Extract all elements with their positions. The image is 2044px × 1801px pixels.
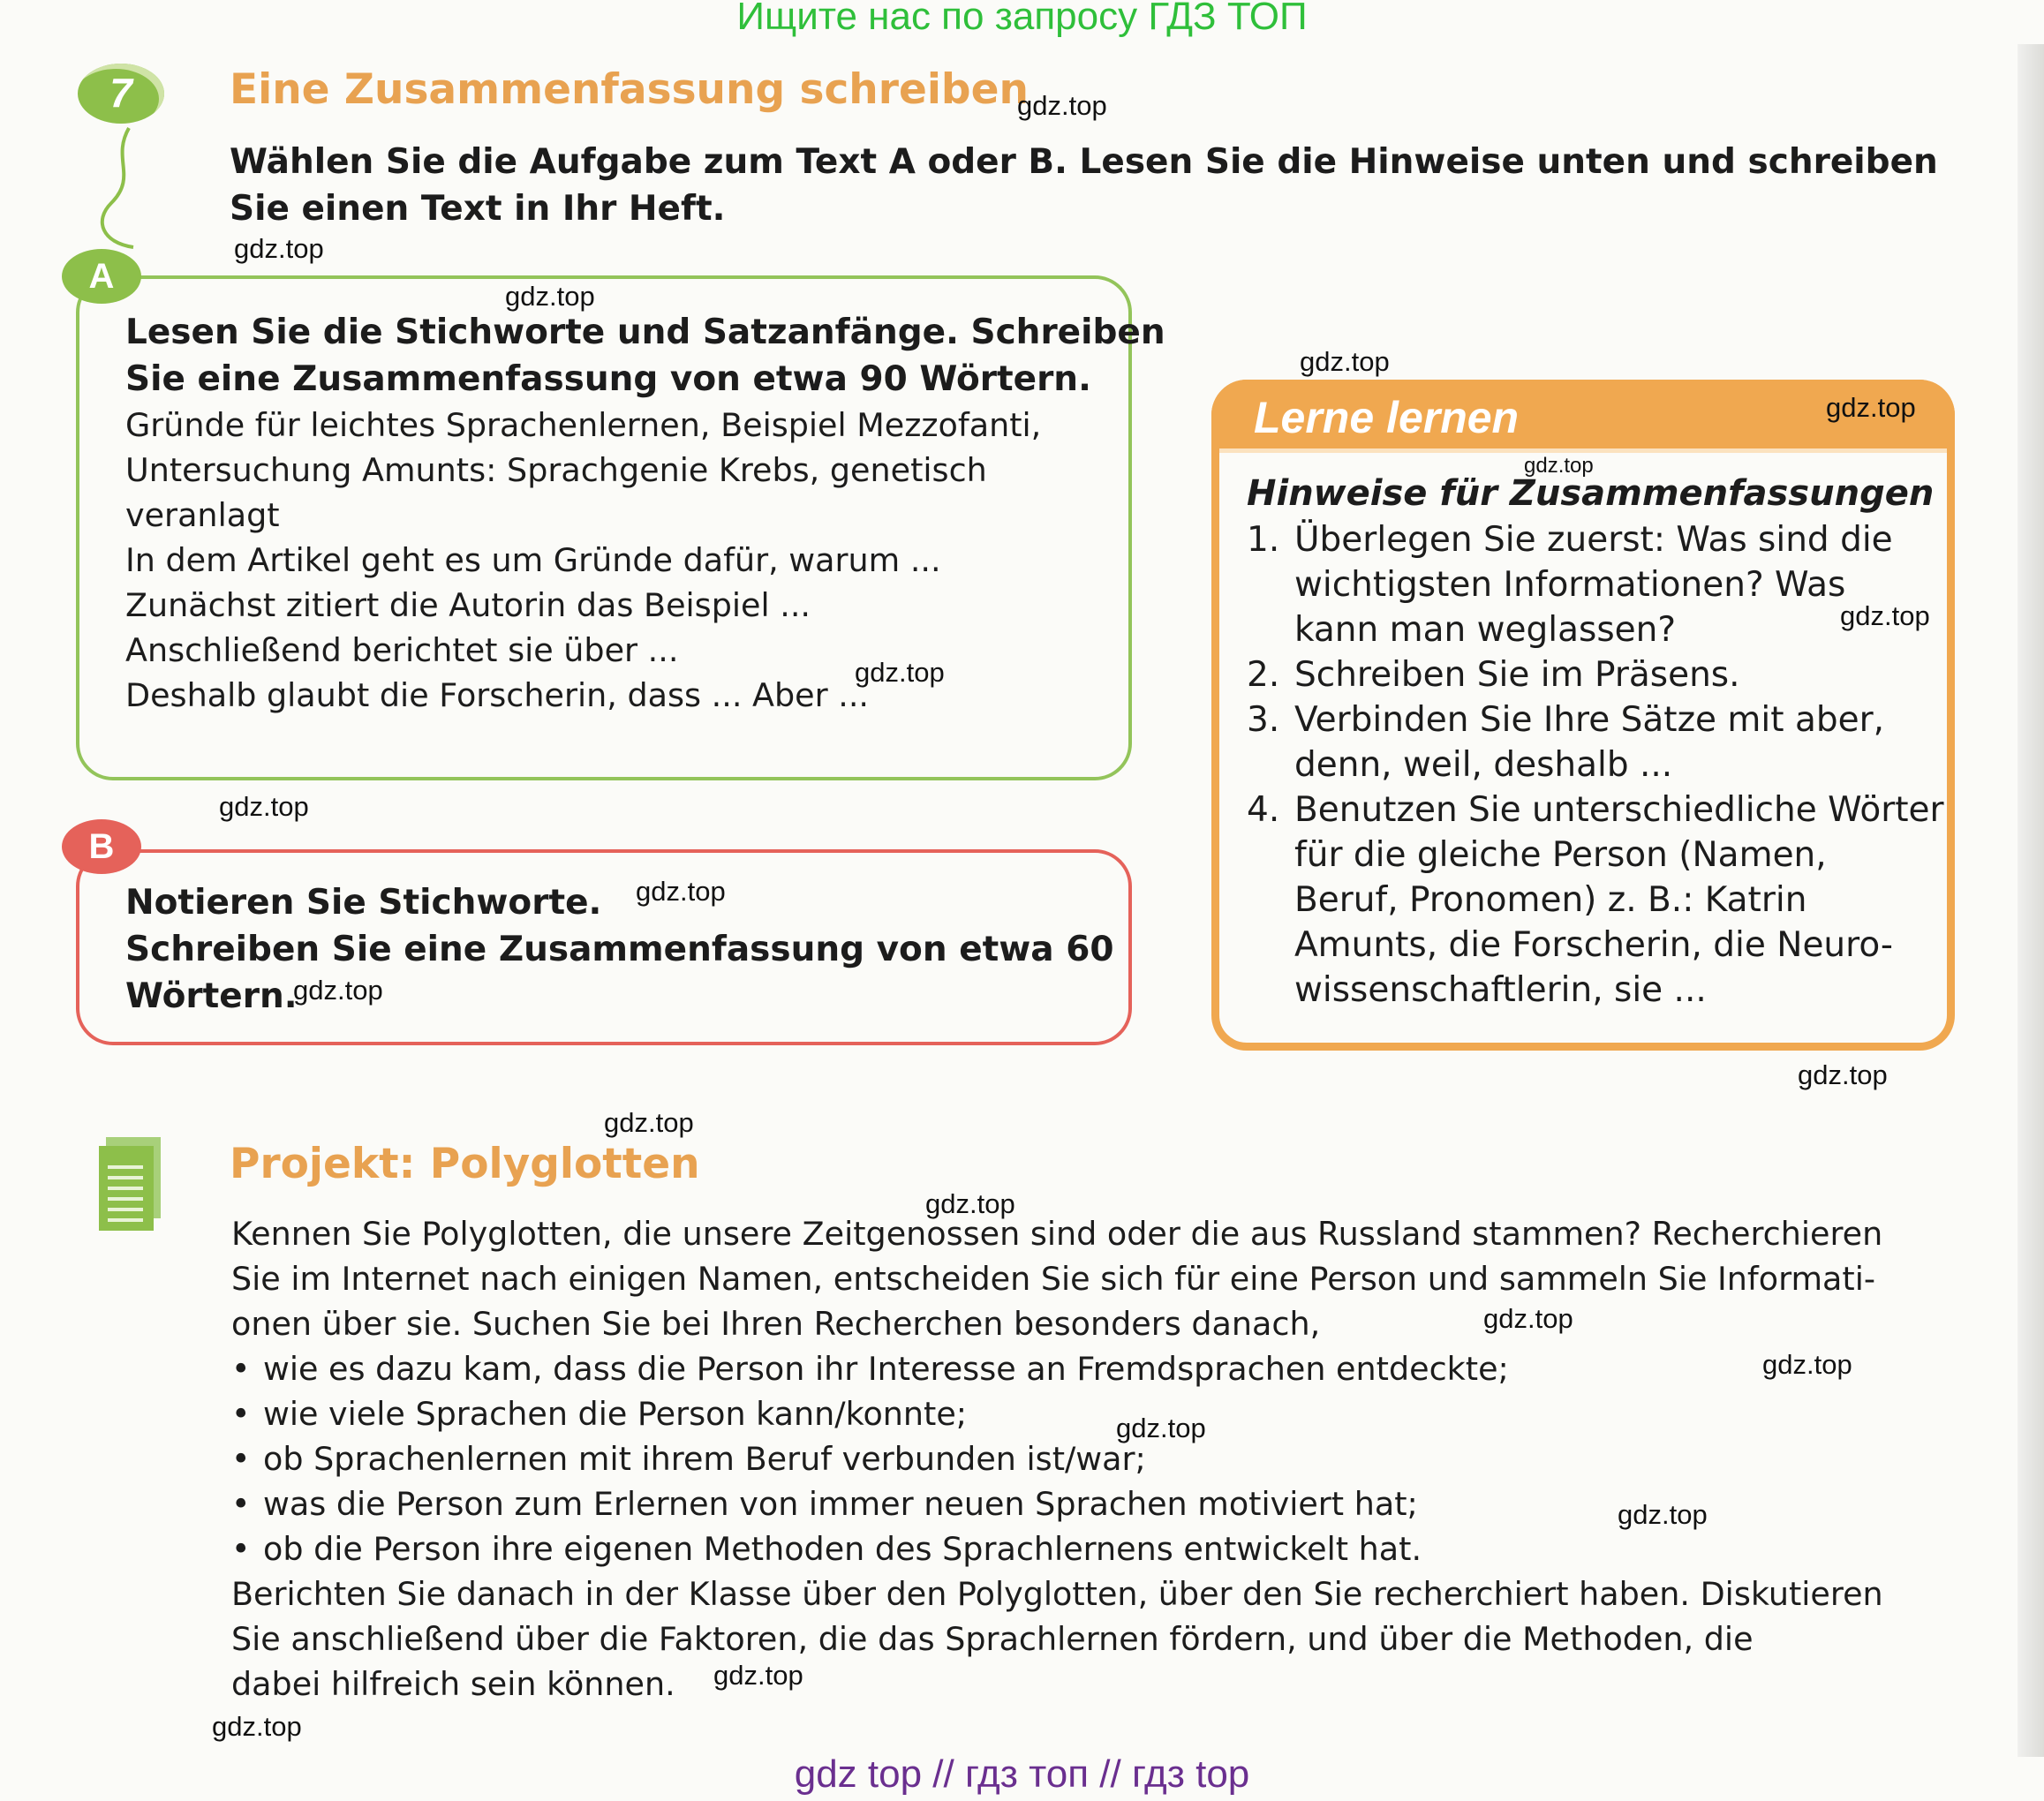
project-outro-line: Sie anschließend über die Faktoren, die das Sprachlernen fördern, und über die Methoden, die [231,1620,1754,1658]
task-a-line: Anschließend berichtet sie über ... [125,631,679,669]
project-content [231,1211,1997,1707]
watermark: gdz.top [1017,90,1107,121]
badge-a: A [62,249,141,304]
project-bullet: • wie es dazu kam, dass die Person ihr Interesse an Fremdsprachen entdeckte; [231,1350,1509,1388]
tip-line: wichtigsten Informationen? Was [1294,565,1846,605]
watermark: gdz.top [1116,1413,1206,1443]
tip-item [1247,697,1944,787]
task-number: 7 [109,70,132,116]
watermark: gdz.top [604,1107,694,1138]
task-a-line: Zunächst zitiert die Autorin das Beispiel ... [125,586,811,624]
tip-item [1247,652,1944,697]
watermark: gdz.top [1762,1349,1852,1380]
lerne-lernen-content [1247,473,1944,1013]
watermark: gdz.top [1483,1303,1573,1334]
tips-list [1247,517,1944,1013]
watermark: gdz.top [293,975,383,1006]
top-banner: Ищите нас по запросу ГДЗ ТОП [736,0,1308,38]
project-bullet: • was die Person zum Erlernen von immer neuen Sprachen motiviert hat; [231,1485,1418,1523]
badge-b: B [62,819,141,874]
tip-line: Amunts, die Forscherin, die Neuro- [1294,925,1893,965]
decorative-swirl-icon [76,124,147,256]
watermark: gdz.top [925,1188,1015,1219]
task-b-content [125,879,1113,1020]
watermark: gdz.top [212,1711,302,1742]
tip-line: Beruf, Pronomen) z. B.: Katrin [1294,880,1807,920]
project-intro-line: onen über sie. Suchen Sie bei Ihren Recherchen besonders danach, [231,1305,1321,1343]
project-outro-line: dabei hilfreich sein können. [231,1665,675,1703]
task-instruction-line1: Wählen Sie die Aufgabe zum Text A oder B. Lesen Sie die Hinweise unten und schreiben [230,142,1938,182]
watermark: gdz.top [713,1660,803,1691]
watermark: gdz.top [219,791,309,822]
tip-line: Benutzen Sie unterschiedliche Wörter [1294,790,1944,830]
watermark: gdz.top [1826,392,1916,423]
task-a-line: Gründe für leichtes Sprachenlernen, Beispiel Mezzofanti, [125,406,1042,444]
tip-number: 1. [1247,520,1280,560]
lerne-lernen-title: Lerne lernen [1254,393,1520,442]
tip-line: wissenschaftlerin, sie ... [1294,970,1707,1010]
task-a-bold-line2: Sie eine Zusammenfassung von etwa 90 Wörtern. [125,359,1091,399]
project-title: Projekt: Polyglotten [230,1140,700,1188]
tip-item [1247,517,1944,652]
watermark: gdz.top [1524,454,1594,478]
tip-number: 3. [1247,700,1280,740]
task-title: Eine Zusammenfassung schreiben [230,65,1029,114]
task-number-badge [78,64,164,124]
document-icon [95,1137,168,1234]
project-intro-line: Kennen Sie Polyglotten, die unsere Zeitgenossen sind oder die aus Russland stammen? Recherchieren [231,1215,1883,1253]
tip-line: Verbinden Sie Ihre Sätze mit aber, [1294,700,1885,740]
project-bullet: • ob Sprachenlernen mit ihrem Beruf verbunden ist/war; [231,1440,1146,1478]
project-intro-line: Sie im Internet nach einigen Namen, entscheiden Sie sich für eine Person und sammeln Sie Informati- [231,1260,1876,1298]
task-instruction-line2: Sie einen Text in Ihr Heft. [230,189,726,229]
tip-number: 2. [1247,655,1280,695]
bottom-banner: gdz top // гдз топ // гдз top [794,1752,1250,1796]
task-a-line: Untersuchung Amunts: Sprachgenie Krebs, genetisch [125,451,987,489]
project-bullets [231,1346,1997,1571]
watermark: gdz.top [855,657,945,688]
task-a-line: veranlagt [125,496,280,534]
watermark: gdz.top [1798,1059,1888,1090]
tip-line: für die gleiche Person (Namen, [1294,835,1827,875]
task-a-line: Deshalb glaubt die Forscherin, dass ... Aber ... [125,676,870,714]
task-b-line3: Wörtern. [125,976,298,1016]
watermark: gdz.top [1618,1499,1708,1530]
tip-line: Schreiben Sie im Präsens. [1294,655,1740,695]
task-b-line2: Schreiben Sie eine Zusammenfassung von etwa 60 [125,930,1114,969]
tip-line: denn, weil, deshalb ... [1294,745,1673,785]
tip-number: 4. [1247,790,1280,830]
watermark: gdz.top [234,233,324,264]
project-bullet: • wie viele Sprachen die Person kann/konnte; [231,1395,968,1433]
watermark: gdz.top [505,281,595,312]
task-a-bold-line1: Lesen Sie die Stichworte und Satzanfänge. Schreiben [125,313,1165,352]
task-a-line: In dem Artikel geht es um Gründe dafür, warum ... [125,541,941,579]
tip-line: Überlegen Sie zuerst: Was sind die [1294,520,1893,560]
tip-item [1247,787,1944,1013]
project-outro-line: Berichten Sie danach in der Klasse über den Polyglotten, über den Sie recherchiert haben. Diskutieren [231,1575,1883,1613]
task-a-content [125,309,1165,718]
project-bullet: • ob die Person ihre eigenen Methoden des Sprachlernens entwickelt hat. [231,1530,1422,1568]
watermark: gdz.top [1300,346,1390,377]
lerne-subtitle: Hinweise für Zusammenfassungen [1247,473,1935,514]
task-b-line1: Notieren Sie Stichworte. [125,883,602,923]
tip-line: kann man weglassen? [1294,610,1677,650]
page-edge-shadow [2018,44,2044,1757]
watermark: gdz.top [636,876,726,907]
watermark: gdz.top [1840,600,1930,631]
